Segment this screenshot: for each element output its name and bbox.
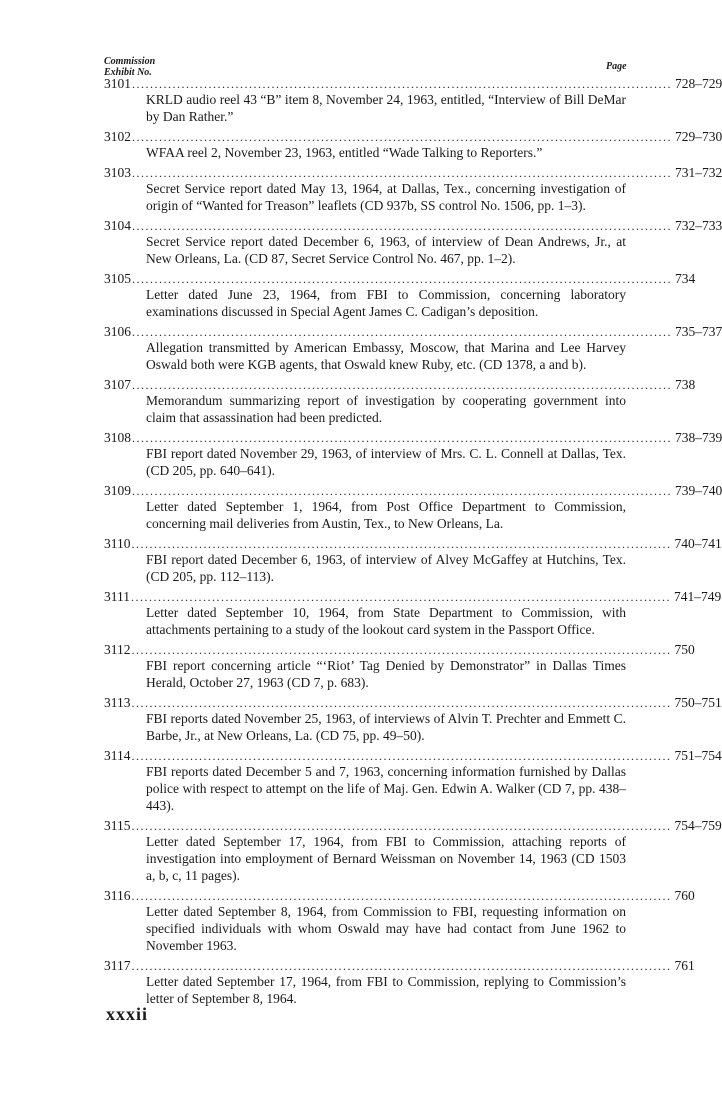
exhibit-entry xyxy=(104,483,722,532)
column-header-exhibit-line2: Exhibit No. xyxy=(104,67,152,78)
exhibit-entry-header xyxy=(104,76,722,91)
exhibit-number: 3109 xyxy=(104,483,131,498)
exhibit-number: 3101 xyxy=(104,76,131,91)
exhibit-entry xyxy=(104,642,695,691)
exhibit-entry xyxy=(104,888,695,954)
exhibit-description: Letter dated June 23, 1964, from FBI to Commission, concerning laboratory examinations discussed in Special Agent James C. Cadigan’s deposition. xyxy=(146,287,626,319)
dot-leader: ........................................................................................................................ xyxy=(131,696,672,710)
exhibit-entry-header xyxy=(104,430,722,445)
exhibit-entry xyxy=(104,695,722,744)
exhibit-description: FBI report dated December 6, 1963, of interview of Alvey McGaffey at Hutchins, Tex. (CD 205, pp. 112–113). xyxy=(146,552,626,584)
page-range: 740–741 xyxy=(674,536,722,551)
page-range: 735–737 xyxy=(675,324,722,339)
exhibit-description: Memorandum summarizing report of investigation by cooperating government into claim that assassination had been predicted. xyxy=(146,393,626,425)
column-header-exhibit-line1: Commission xyxy=(104,56,156,67)
exhibit-number: 3110 xyxy=(104,536,131,551)
exhibit-number: 3114 xyxy=(104,748,131,763)
page-range: 729–730 xyxy=(675,129,722,144)
dot-leader: ........................................................................................................................ xyxy=(132,166,672,180)
page-range: 734 xyxy=(675,271,696,286)
dot-leader: ........................................................................................................................ xyxy=(132,77,672,91)
exhibit-number: 3103 xyxy=(104,165,131,180)
dot-leader: ........................................................................................................................ xyxy=(132,325,672,339)
exhibit-entry xyxy=(104,958,695,1007)
page-range: 761 xyxy=(674,958,695,973)
dot-leader: ........................................................................................................................ xyxy=(131,749,672,763)
exhibit-entry xyxy=(104,165,722,214)
exhibit-description: Letter dated September 17, 1964, from FBI to Commission, attaching reports of investigation into employment of Bernard Weissman on November 14, 1963 (CD 1503 a, b, c, 11 pages). xyxy=(146,834,626,883)
page-range: 751–754 xyxy=(674,748,722,763)
exhibit-entry xyxy=(104,218,722,267)
exhibit-entry xyxy=(104,76,722,125)
exhibit-entry xyxy=(104,430,722,479)
exhibit-entry-header xyxy=(104,165,722,180)
exhibit-number: 3117 xyxy=(104,958,131,973)
exhibit-number: 3106 xyxy=(104,324,131,339)
exhibit-description: WFAA reel 2, November 23, 1963, entitled “Wade Talking to Reporters.” xyxy=(146,145,543,160)
exhibit-description: KRLD audio reel 43 “B” item 8, November 24, 1963, entitled, “Interview of Bill DeMar by Dan Rather.” xyxy=(146,92,626,124)
exhibit-number: 3108 xyxy=(104,430,131,445)
exhibit-entry-header xyxy=(104,483,722,498)
exhibit-entry-header xyxy=(104,271,696,286)
exhibit-entry xyxy=(104,271,696,320)
exhibit-entry xyxy=(104,589,722,638)
exhibit-entry-header xyxy=(104,377,696,392)
page-range: 738–739 xyxy=(675,430,722,445)
page-range: 728–729 xyxy=(675,76,722,91)
page-range: 750 xyxy=(674,642,695,657)
exhibit-number: 3111 xyxy=(104,589,130,604)
exhibit-entry-header xyxy=(104,958,695,973)
exhibit-entry-header xyxy=(104,695,722,710)
exhibit-entry-header xyxy=(104,218,722,233)
exhibit-entry-header xyxy=(104,888,695,903)
exhibit-entry xyxy=(104,748,722,814)
exhibit-number: 3105 xyxy=(104,271,131,286)
column-header-page: Page xyxy=(606,61,627,72)
dot-leader: ........................................................................................................................ xyxy=(131,537,672,551)
exhibit-entry-header xyxy=(104,589,722,604)
page-range: 732–733 xyxy=(675,218,722,233)
dot-leader: ........................................................................................................................ xyxy=(132,272,672,286)
exhibit-entry-header xyxy=(104,536,722,551)
exhibit-description: Letter dated September 10, 1964, from State Department to Commission, with attachments pertaining to a study of the lookout card system in the Passport Office. xyxy=(146,605,626,637)
exhibit-entry xyxy=(104,377,696,426)
exhibit-number: 3113 xyxy=(104,695,131,710)
dot-leader: ........................................................................................................................ xyxy=(131,889,672,903)
exhibit-description: Allegation transmitted by American Embassy, Moscow, that Marina and Lee Harvey Oswald both were KGB agents, that Oswald knew Ruby, etc. (CD 1378, a and b). xyxy=(146,340,626,372)
exhibit-list xyxy=(104,76,722,1011)
exhibit-description: FBI report dated November 29, 1963, of interview of Mrs. C. L. Connell at Dallas, Tex. (CD 205, pp. 640–641). xyxy=(146,446,626,478)
exhibit-description: Letter dated September 1, 1964, from Post Office Department to Commission, concerning mail deliveries from Austin, Tex., to New Orleans, La. xyxy=(146,499,626,531)
exhibit-entry-header xyxy=(104,748,722,763)
exhibit-description: FBI report concerning article “‘Riot’ Tag Denied by Demonstrator” in Dallas Times Herald, October 27, 1963 (CD 7, p. 683). xyxy=(146,658,626,690)
page-range: 731–732 xyxy=(675,165,722,180)
dot-leader: ........................................................................................................................ xyxy=(132,431,672,445)
dot-leader: ........................................................................................................................ xyxy=(131,590,671,604)
exhibit-description: FBI reports dated November 25, 1963, of interviews of Alvin T. Prechter and Emmett C. Barbe, Jr., at New Orleans, La. (CD 75, pp. 49–50). xyxy=(146,711,626,743)
exhibit-description: FBI reports dated December 5 and 7, 1963, concerning information furnished by Dallas police with respect to attempt on the life of Maj. Gen. Edwin A. Walker (CD 7, pp. 438–443). xyxy=(146,764,626,813)
exhibit-entry xyxy=(104,818,722,884)
column-header-exhibit xyxy=(104,56,155,78)
page-range: 754–759 xyxy=(674,818,722,833)
page-range: 741–749 xyxy=(674,589,722,604)
exhibit-number: 3112 xyxy=(104,642,131,657)
exhibit-description: Letter dated September 8, 1964, from Commission to FBI, requesting information on specified individuals with whom Oswald may have had contact from June 1962 to November 1963. xyxy=(146,904,626,953)
exhibit-entry-header xyxy=(104,642,695,657)
exhibit-entry xyxy=(104,129,722,161)
page-range: 739–740 xyxy=(675,483,722,498)
exhibit-entry-header xyxy=(104,818,722,833)
page-range: 738 xyxy=(675,377,696,392)
exhibit-entry-header xyxy=(104,129,722,144)
exhibit-number: 3104 xyxy=(104,218,131,233)
exhibit-number: 3102 xyxy=(104,129,131,144)
dot-leader: ........................................................................................................................ xyxy=(131,643,672,657)
dot-leader: ........................................................................................................................ xyxy=(131,819,672,833)
exhibit-description: Secret Service report dated December 6, 1963, of interview of Dean Andrews, Jr., at New Orleans, La. (CD 87, Secret Service Control No. 467, pp. 1–2). xyxy=(146,234,626,266)
dot-leader: ........................................................................................................................ xyxy=(132,378,672,392)
dot-leader: ........................................................................................................................ xyxy=(132,130,672,144)
page-range: 750–751 xyxy=(674,695,722,710)
exhibit-entry xyxy=(104,536,722,585)
exhibit-number: 3107 xyxy=(104,377,131,392)
exhibit-description: Letter dated September 17, 1964, from FBI to Commission, replying to Commission’s letter of September 8, 1964. xyxy=(146,974,626,1006)
dot-leader: ........................................................................................................................ xyxy=(132,484,672,498)
dot-leader: ........................................................................................................................ xyxy=(132,219,672,233)
exhibit-number: 3115 xyxy=(104,818,131,833)
page-range: 760 xyxy=(674,888,695,903)
exhibit-description: Secret Service report dated May 13, 1964, at Dallas, Tex., concerning investigation of origin of “Wanted for Treason” leaflets (CD 937b, SS control No. 1506, pp. 1–3). xyxy=(146,181,626,213)
exhibit-entry xyxy=(104,324,722,373)
page-folio: xxxii xyxy=(106,1004,149,1024)
dot-leader: ........................................................................................................................ xyxy=(131,959,672,973)
exhibit-entry-header xyxy=(104,324,722,339)
exhibit-number: 3116 xyxy=(104,888,131,903)
